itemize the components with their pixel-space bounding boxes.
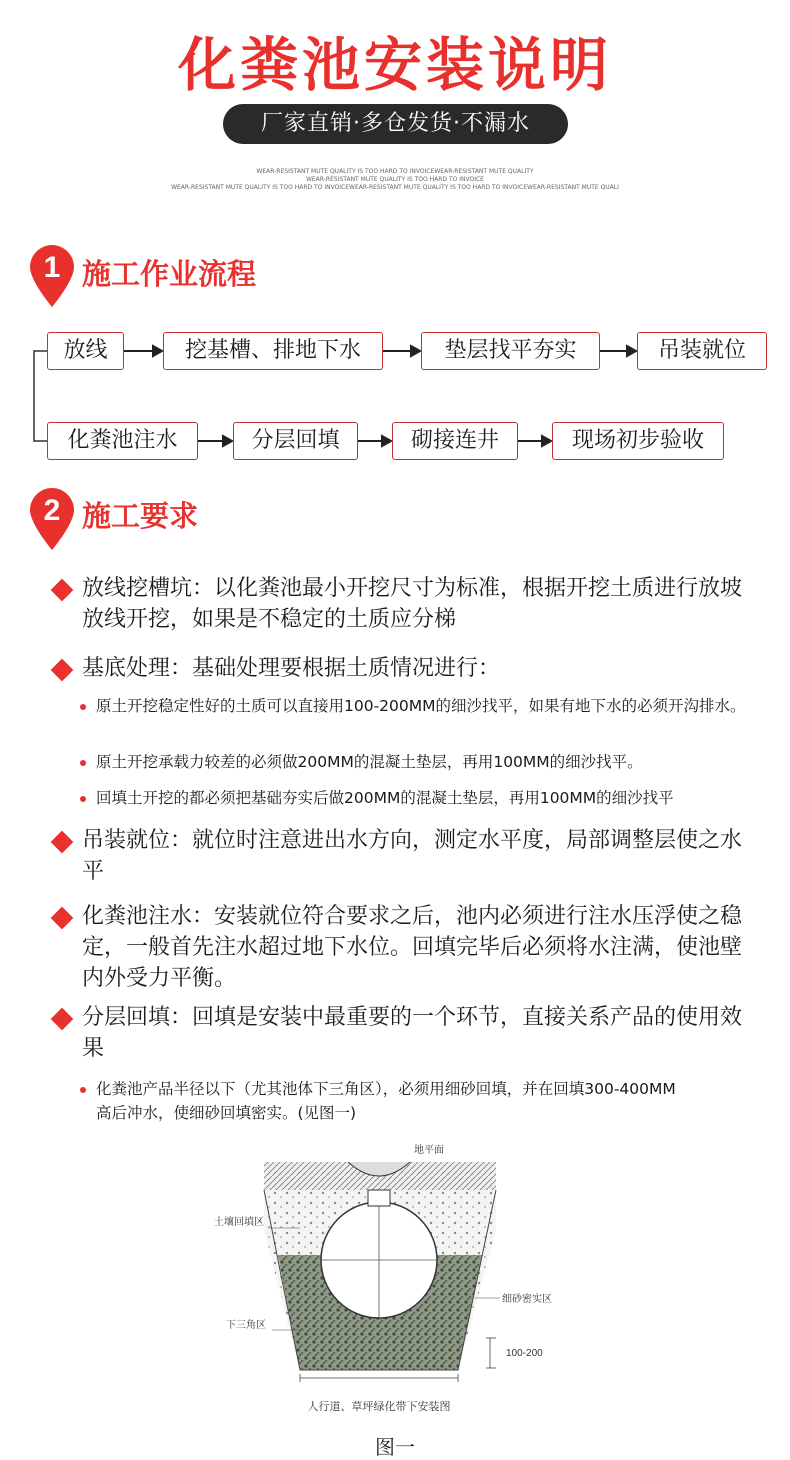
sand-zone-label: 细砂密实区 — [502, 1294, 552, 1305]
requirement-item: 放线挖槽坑：以化粪池最小开挖尺寸为标准，根据开挖土质进行放坡放线开挖，如果是不稳定的土质应分梯 — [82, 576, 743, 632]
map-pin-icon — [30, 488, 74, 550]
map-pin-icon — [30, 245, 74, 307]
diamond-bullet-icon — [51, 907, 74, 930]
figure-caption: 图一 — [375, 1435, 415, 1459]
requirement-item: 吊装就位：就位时注意进出水方向，测定水平度，局部调整层使之水平 — [82, 828, 743, 884]
dimension-label: 100-200 — [506, 1348, 543, 1359]
section-title: 施工要求 — [82, 499, 199, 533]
sub-item: 原土开挖稳定性好的土质可以直接用100-200MM的细沙找平，如果有地下水的必须开沟排水。 — [96, 697, 746, 715]
dot-bullet-icon — [80, 760, 86, 766]
sub-item: 原土开挖承载力较差的必须做200MM的混凝土垫层，再用100MM的细沙找平。 — [96, 753, 643, 771]
fine-print-line: WEAR-RESISTANT MUTE QUALITY IS TOO HARD TO INVOICEWEAR-RESISTANT MUTE QUALITY — [256, 168, 534, 175]
flow-step: 放线 — [47, 332, 124, 370]
tagline-pill: 厂家直销·多仓发货·不漏水 — [223, 104, 568, 144]
dot-bullet-icon — [80, 796, 86, 802]
page-title: 化粪池安装说明 — [177, 31, 612, 99]
triangle-zone-label: 下三角区 — [226, 1320, 266, 1331]
installation-diagram — [200, 1140, 580, 1420]
diamond-bullet-icon — [51, 579, 74, 602]
dot-bullet-icon — [80, 1087, 86, 1093]
diamond-bullet-icon — [51, 1008, 74, 1031]
fine-print-line: WEAR-RESISTANT MUTE QUALITY IS TOO HARD TO INVOICE — [306, 176, 484, 183]
diagram-caption: 人行道、草坪绿化带下安装图 — [307, 1401, 451, 1413]
flow-step: 挖基槽、排地下水 — [163, 332, 383, 370]
section-number: 1 — [43, 251, 61, 284]
flow-step: 垫层找平夯实 — [421, 332, 600, 370]
sub-item: 化粪池产品半径以下（尤其池体下三角区），必须用细砂回填，并在回填300-400MM高后冲水，使细砂回填密实。(见图一) — [96, 1080, 676, 1122]
requirement-item: 化粪池注水：安装就位符合要求之后，池内必须进行注水压浮使之稳定，一般首先注水超过地下水位。回填完毕后必须将水注满，使池壁内外受力平衡。 — [82, 904, 743, 991]
fine-print-line: WEAR-RESISTANT MUTE QUALITY IS TOO HARD TO INVOICEWEAR-RESISTANT MUTE QUALITY IS TOO HARD TO INVOICEWEAR-RESISTANT MUTE QUALI — [171, 184, 619, 191]
flow-step: 分层回填 — [233, 422, 358, 460]
flow-step: 化粪池注水 — [47, 422, 198, 460]
section-number: 2 — [43, 494, 61, 527]
soil-zone-label: 土壤回填区 — [214, 1217, 264, 1228]
diamond-bullet-icon — [51, 659, 74, 682]
requirement-item: 分层回填：回填是安装中最重要的一个环节，直接关系产品的使用效果 — [82, 1005, 743, 1061]
dot-bullet-icon — [80, 704, 86, 710]
flow-step: 现场初步验收 — [552, 422, 724, 460]
sub-item: 回填土开挖的都必须把基础夯实后做200MM的混凝土垫层，再用100MM的细沙找平 — [96, 789, 674, 807]
diamond-bullet-icon — [51, 831, 74, 854]
flow-step: 吊装就位 — [637, 332, 767, 370]
ground-label: 地平面 — [414, 1145, 444, 1156]
flow-step: 砌接连井 — [392, 422, 518, 460]
requirement-item: 基底处理：基础处理要根据土质情况进行： — [82, 656, 501, 681]
section-title: 施工作业流程 — [82, 257, 257, 291]
